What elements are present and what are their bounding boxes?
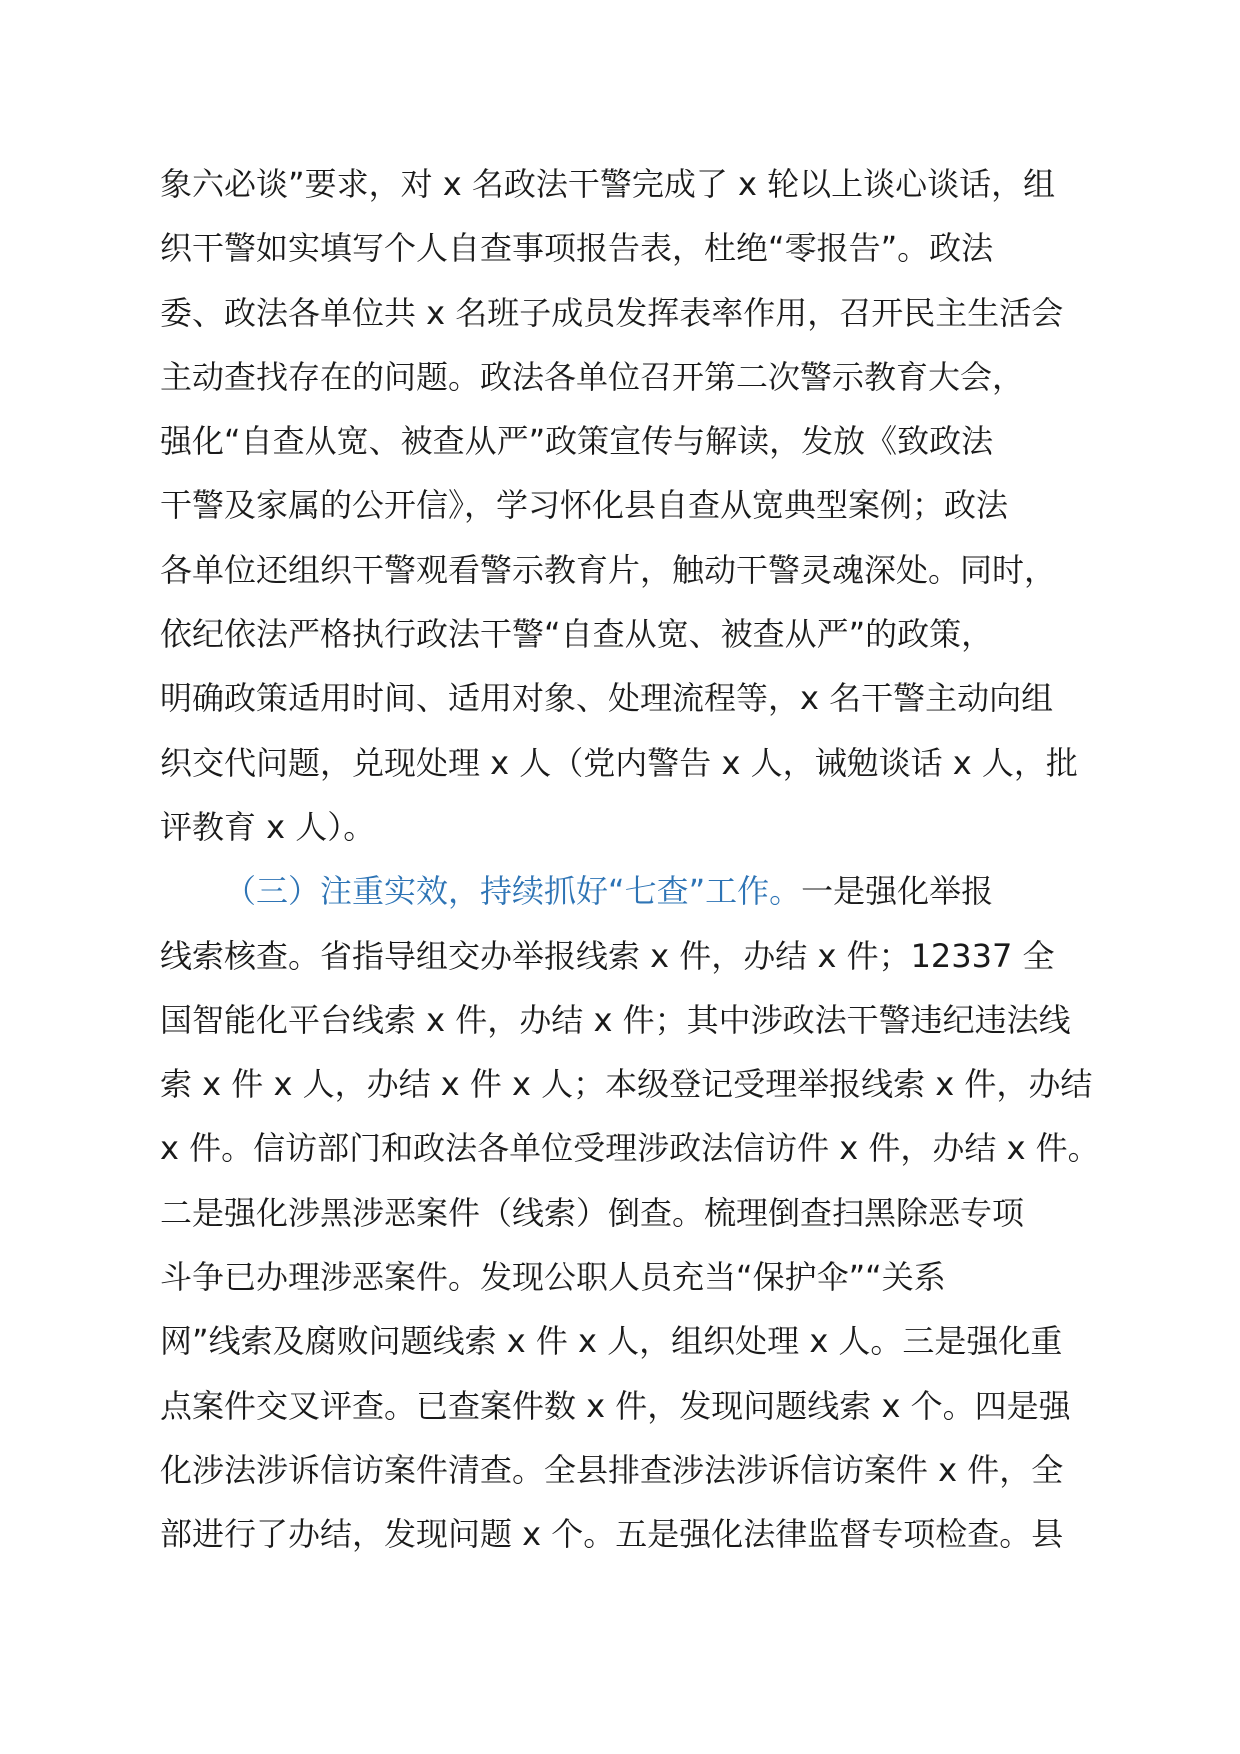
text-line: 部进行了办结，发现问题 x 个。五是强化法律监督专项检查。县 [160,1515,1064,1554]
text-line: 评教育 x 人）。 [160,807,376,846]
text-line: 线索核查。省指导组交办举报线索 x 件，办结 x 件；12337 全 [160,936,1055,975]
section-3-first-line-rest: 一是强化举报 [801,872,994,911]
text-line: 明确政策适用时间、适用对象、处理流程等，x 名干警主动向组 [160,679,1054,718]
text-line: 织交代问题，兑现处理 x 人（党内警告 x 人，诫勉谈话 x 人，批 [160,743,1078,782]
text-line: x 件。信访部门和政法各单位受理涉政法信访件 x 件，办结 x 件。 [160,1129,1100,1168]
text-line: 斗争已办理涉恶案件。发现公职人员充当“保护伞”“关系 [160,1258,946,1297]
text-line: 主动查找存在的问题。政法各单位召开第二次警示教育大会， [160,357,1025,396]
text-line: 二是强化涉黑涉恶案件（线索）倒查。梳理倒查扫黑除恶专项 [160,1193,1025,1232]
text-line: 象六必谈”要求，对 x 名政法干警完成了 x 轮以上谈心谈话，组 [160,165,1056,203]
text-line: 国智能化平台线索 x 件，办结 x 件；其中涉政法干警违纪违法线 [160,1000,1071,1039]
text-line: 点案件交叉评查。已查案件数 x 件，发现问题线索 x 个。四是强 [160,1386,1071,1425]
text-line: 网”线索及腐败问题线索 x 件 x 人，组织处理 x 人。三是强化重 [160,1322,1063,1361]
section-3-heading: （三）注重实效，持续抓好“七查”工作。 [224,872,802,911]
text-line: 委、政法各单位共 x 名班子成员发挥表率作用，召开民主生活会 [160,293,1064,332]
text-line: 干警及家属的公开信》，学习怀化县自查从宽典型案例；政法 [160,486,1009,525]
text-line: 依纪依法严格执行政法干警“自查从宽、被查从严”的政策， [160,615,994,654]
text-line: 各单位还组织干警观看警示教育片，触动干警灵魂深处。同时， [160,550,1057,589]
text-line: 织干警如实填写个人自查事项报告表，杜绝“零报告”。政法 [160,229,994,268]
text-line: 强化“自查从宽、被查从严”政策宣传与解读，发放《致政法 [160,422,994,461]
section-3-first-line [160,859,1120,923]
text-line: 索 x 件 x 人，办结 x 件 x 人；本级登记受理举报线索 x 件，办结 [160,1065,1093,1104]
body-text [160,152,1120,1567]
text-line: 化涉法涉诉信访案件清查。全县排查涉法涉诉信访案件 x 件，全 [160,1450,1064,1489]
